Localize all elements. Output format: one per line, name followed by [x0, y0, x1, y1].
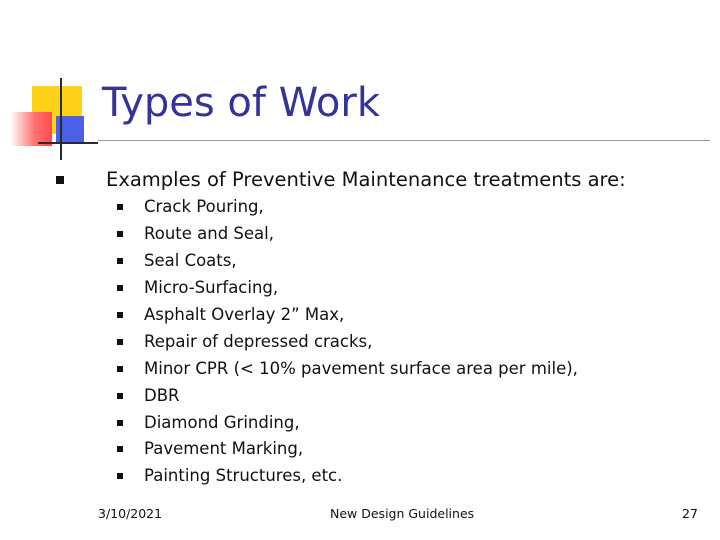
list-item — [117, 463, 578, 490]
list-item — [117, 302, 578, 329]
list-item — [117, 194, 578, 221]
list-item-text: DBR — [144, 385, 180, 405]
square-bullet-icon — [117, 204, 123, 210]
square-bullet-icon — [117, 446, 123, 452]
square-bullet-icon — [117, 285, 123, 291]
list-item-text: Repair of depressed cracks, — [144, 331, 373, 351]
list-item — [117, 328, 578, 355]
list-item-text: Diamond Grinding, — [144, 412, 300, 432]
list-item-text: Micro-Surfacing, — [144, 278, 279, 298]
main-bullet-text: Examples of Preventive Maintenance treatments are: — [106, 168, 626, 191]
list-item — [117, 248, 578, 275]
list-item — [117, 221, 578, 248]
square-bullet-icon — [117, 393, 123, 399]
list-item — [117, 275, 578, 302]
square-bullet-icon — [117, 258, 123, 264]
list-item — [117, 409, 578, 436]
footer-date: 3/10/2021 — [98, 506, 163, 521]
slide-title: Types of Work — [102, 80, 380, 126]
list-item-text: Route and Seal, — [144, 224, 274, 244]
footer-page-number: 27 — [682, 506, 698, 521]
square-bullet-icon — [117, 420, 123, 426]
sub-bullet-list — [117, 194, 578, 490]
square-bullet-icon — [117, 312, 123, 318]
title-underline — [98, 140, 710, 141]
title-ornament-red-square — [10, 112, 52, 146]
main-bullet — [56, 165, 626, 195]
title-ornament-horizontal-line — [38, 142, 98, 144]
list-item-text: Seal Coats, — [144, 251, 237, 271]
list-item-text: Pavement Marking, — [144, 439, 304, 459]
title-ornament-vertical-line — [60, 78, 62, 160]
square-bullet-icon — [117, 366, 123, 372]
list-item-text: Asphalt Overlay 2” Max, — [144, 305, 345, 324]
list-item — [117, 355, 578, 382]
square-bullet-icon — [117, 473, 123, 479]
list-item — [117, 436, 578, 463]
square-bullet-icon — [117, 339, 123, 345]
list-item-text: Crack Pouring, — [144, 197, 264, 217]
square-bullet-icon — [117, 231, 123, 237]
square-bullet-icon — [56, 176, 64, 184]
list-item-text: Painting Structures, etc. — [144, 466, 343, 486]
list-item-text: Minor CPR (< 10% pavement surface area per mile), — [144, 358, 578, 378]
footer-title: New Design Guidelines — [330, 506, 475, 521]
list-item — [117, 382, 578, 409]
